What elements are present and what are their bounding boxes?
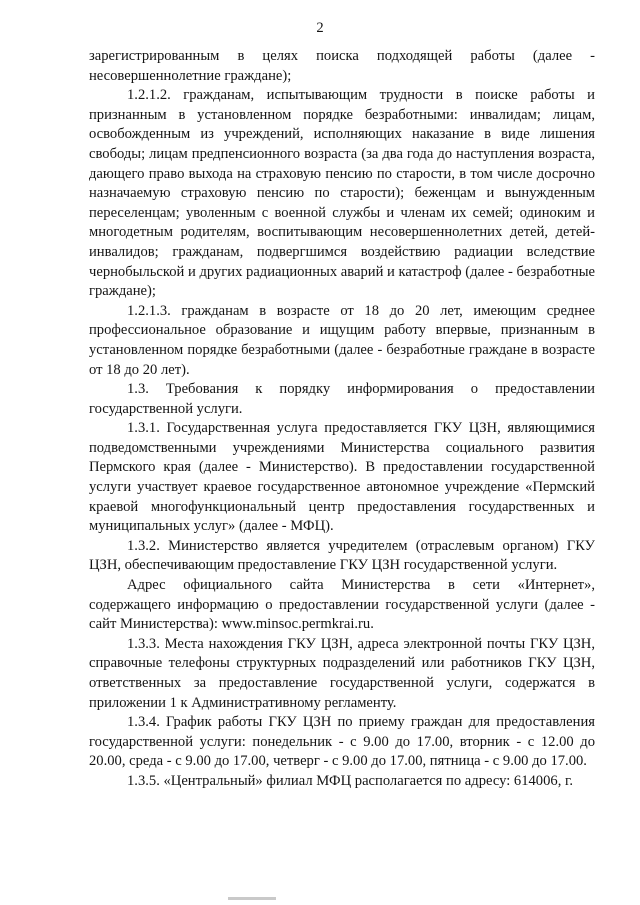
document-body	[89, 47, 595, 792]
paragraph-continuation: зарегистрированным в целях поиска подходящей работы (далее - несовершеннолетние граждане);	[89, 48, 595, 84]
paragraph-1-3-5: 1.3.5. «Центральный» филиал МФЦ располагается по адресу: 614006, г.	[127, 772, 573, 789]
page-number: 2	[316, 20, 324, 36]
paragraph-1-3-2: 1.3.2. Министерство является учредителем (отраслевым органом) ГКУ ЦЗН, обеспечивающим предоставление ГКУ ЦЗН государственной услуги.	[89, 537, 595, 574]
scan-artifact	[228, 897, 276, 900]
paragraph-1-3-1: 1.3.1. Государственная услуга предоставляется ГКУ ЦЗН, являющимися подведомственными учреждениями Министерства социального развития Пермского края (далее - Министерство). В предоставлении государственной услуги участвует краевое государственное автономное учреждение «Пермский краевой многофункциональный центр предоставления государственных и муниципальных услуг» (далее - МФЦ).	[89, 420, 595, 535]
paragraph-website: Адрес официального сайта Министерства в сети «Интернет», содержащего информацию о предоставлении государственной услуги (далее - сайт Министерства): www.minsoc.permkrai.ru.	[89, 577, 595, 633]
paragraph-1-3-4: 1.3.4. График работы ГКУ ЦЗН по приему граждан для предоставления государственной услуги: понедельник - с 9.00 до 17.00, вторник - с 12.00 до 20.00, среда - с 9.00 до 17.00, четверг - с 9.00 до 17.00, пятница - с 9.00 до 17.00.	[89, 714, 595, 770]
paragraph-1-2-1-2: 1.2.1.2. гражданам, испытывающим трудности в поиске работы и признанным в установленном порядке безработными: инвалидам; лицам, освобожденным из учреждений, исполняющих наказание в виде лишения свободы; лицам предпенсионного возраста (за два года до наступления возраста, дающего право выхода на страховую пенсию по старости, в том числе досрочно назначаемую страховую пенсию по старости); беженцам и вынужденным переселенцам; уволенным с военной службы и членам их семей; одиноким и многодетным родителям, воспитывающим несовершеннолетних детей, детей-инвалидов; гражданам, подвергшимся воздействию радиации вследствие чернобыльской и других радиационных аварий и катастроф (далее - безработные граждане);	[89, 87, 595, 300]
paragraph-1-3: 1.3. Требования к порядку информирования о предоставлении государственной услуги.	[89, 381, 595, 417]
paragraph-1-3-3: 1.3.3. Места нахождения ГКУ ЦЗН, адреса электронной почты ГКУ ЦЗН, справочные телефоны структурных подразделений или работников ГКУ ЦЗН, ответственных за предоставление государственной услуги, содержатся в приложении 1 к Административному регламенту.	[89, 635, 595, 711]
paragraph-1-2-1-3: 1.2.1.3. гражданам в возрасте от 18 до 20 лет, имеющим среднее профессиональное образование и ищущим работу впервые, признанным в установленном порядке безработными (далее - безработные граждане в возрасте от 18 до 20 лет).	[89, 302, 595, 378]
